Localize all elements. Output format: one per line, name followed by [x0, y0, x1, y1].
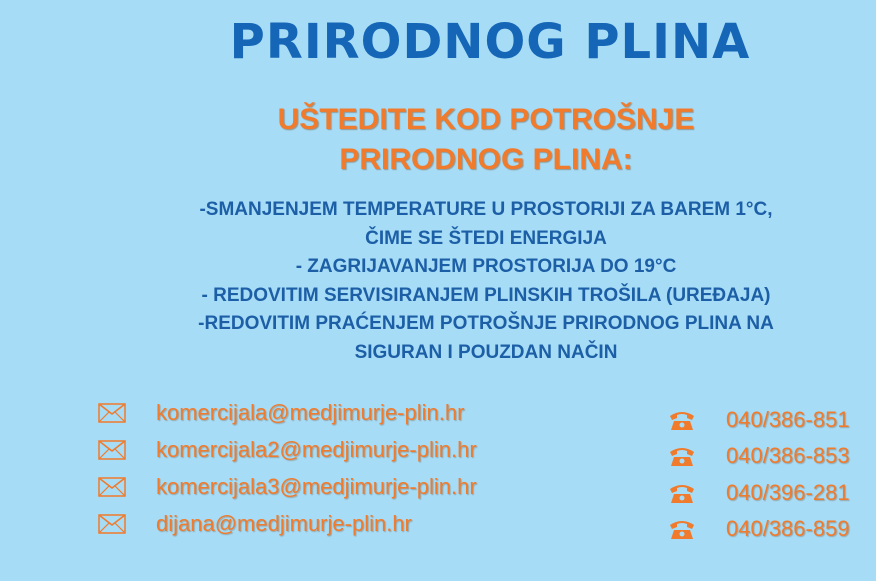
telephone-icon	[668, 482, 696, 504]
tip-line: -REDOVITIM PRAĆENJEM POTROŠNJE PRIRODNOG PLINA NA	[198, 313, 774, 334]
tip-line: SIGURAN I POUZDAN NAČIN	[354, 341, 618, 363]
telephone-icon	[668, 518, 696, 540]
phone-number[interactable]: 040/386-859	[726, 516, 850, 541]
email-link[interactable]: komercijala@medjimurje-plin.hr	[156, 400, 465, 425]
email-row	[98, 511, 412, 537]
main-title: PRIRODNOG PLINA	[229, 14, 751, 70]
telephone-icon	[668, 445, 696, 467]
tip-line: - ZAGRIJAVANJEM PROSTORIJA DO 19°C	[295, 256, 677, 277]
saving-tips	[0, 196, 876, 367]
phone-number[interactable]: 040/386-853	[726, 443, 850, 468]
email-link[interactable]: dijana@medjimurje-plin.hr	[156, 511, 412, 536]
envelope-icon	[98, 477, 126, 497]
email-row	[98, 474, 477, 500]
phone-row	[668, 443, 850, 469]
subtitle	[0, 100, 876, 180]
email-link[interactable]: komercijala2@medjimurje-plin.hr	[156, 437, 477, 462]
tip-line: -SMANJENJEM TEMPERATURE U PROSTORIJI ZA BAREM 1°C,	[199, 199, 773, 220]
subtitle-line-2: PRIRODNOG PLINA:	[339, 143, 633, 176]
phone-row	[668, 516, 850, 542]
subtitle-line-1: UŠTEDITE KOD POTROŠNJE	[277, 103, 695, 136]
envelope-icon	[98, 403, 126, 423]
envelope-icon	[98, 440, 126, 460]
tip-line: ČIME SE ŠTEDI ENERGIJA	[365, 227, 607, 249]
telephone-icon	[668, 409, 696, 431]
phone-row	[668, 480, 850, 506]
email-link[interactable]: komercijala3@medjimurje-plin.hr	[156, 474, 477, 499]
email-row	[98, 400, 464, 426]
phone-number[interactable]: 040/386-851	[726, 407, 850, 432]
envelope-icon	[98, 514, 126, 534]
phone-row	[668, 407, 850, 433]
email-row	[98, 437, 477, 463]
phone-number[interactable]: 040/396-281	[726, 480, 850, 505]
tip-line: - REDOVITIM SERVISIRANJEM PLINSKIH TROŠILA (UREĐAJA)	[201, 284, 771, 306]
